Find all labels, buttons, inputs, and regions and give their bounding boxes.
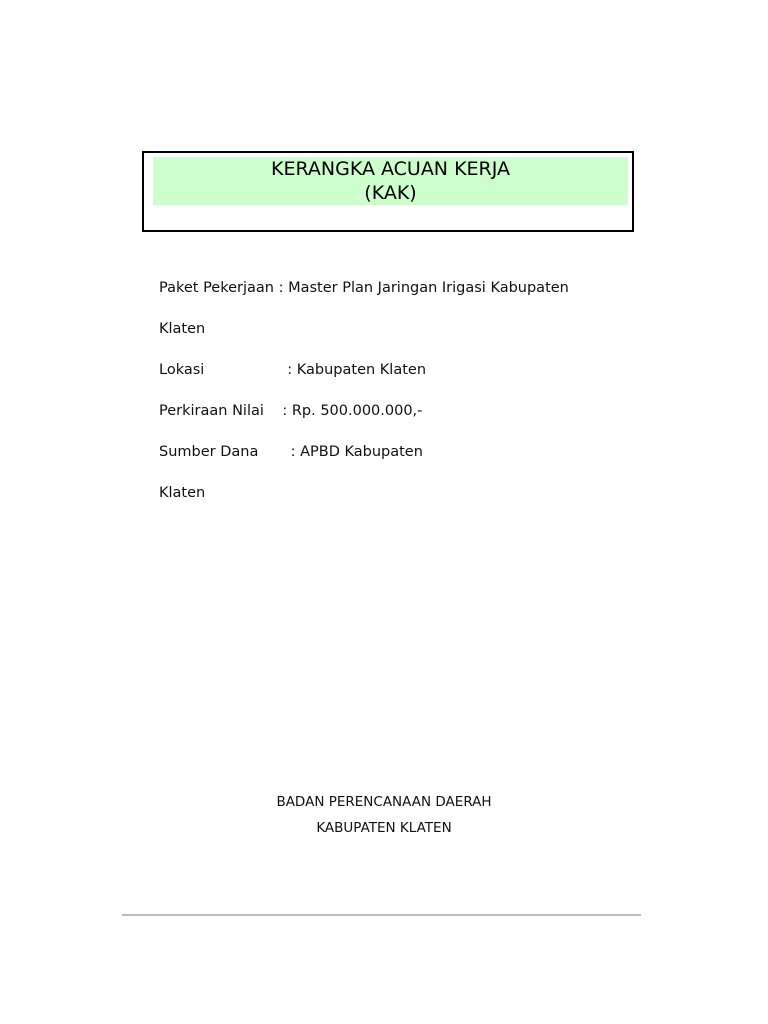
footer-region: KABUPATEN KLATEN — [316, 820, 452, 836]
perkiraan-nilai-line: Perkiraan Nilai : Rp. 500.000.000,- — [159, 403, 423, 419]
paket-pekerjaan-line1: Paket Pekerjaan : Master Plan Jaringan Irigasi Kabupaten — [159, 280, 569, 296]
horizontal-divider — [122, 914, 641, 916]
footer-agency: BADAN PERENCANAAN DAERAH — [276, 794, 492, 810]
title-band — [153, 157, 628, 205]
document-title: KERANGKA ACUAN KERJA — [270, 158, 510, 180]
paket-pekerjaan-line2: Klaten — [159, 321, 206, 337]
document-subtitle: (KAK) — [364, 182, 417, 204]
lokasi-line: Lokasi : Kabupaten Klaten — [159, 362, 427, 378]
sumber-dana-line2: Klaten — [159, 485, 206, 501]
sumber-dana-line1: Sumber Dana : APBD Kabupaten — [159, 444, 423, 460]
title-box — [142, 151, 634, 232]
